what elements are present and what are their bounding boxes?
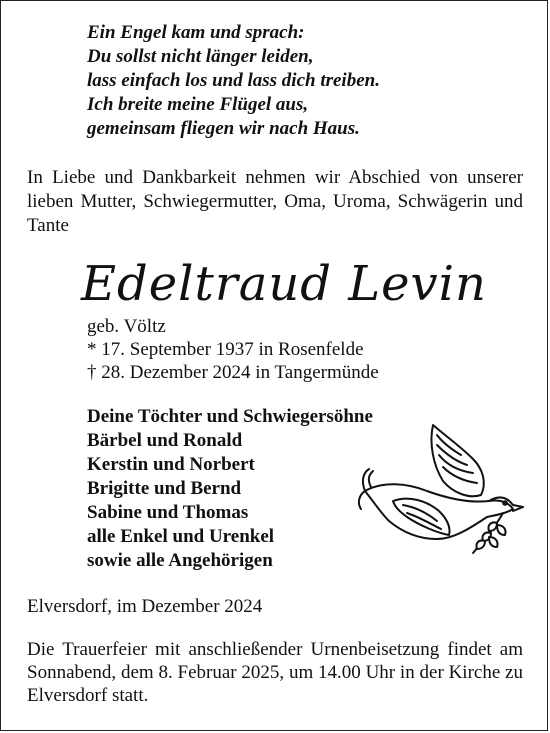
deceased-name: Edeltraud Levin: [81, 256, 487, 312]
intro-text: In Liebe und Dankbarkeit nehmen wir Abschied von unserer lieben Mutter, Schwiegermutter, Oma, Uroma, Schwägerin und Tante: [27, 167, 523, 236]
mourner-line: sowie alle Angehörigen: [87, 550, 273, 571]
mourner-line: Kerstin und Norbert: [87, 454, 255, 475]
death-date: † 28. Dezember 2024 in Tangermünde: [87, 362, 379, 383]
mourner-line: Deine Töchter und Schwiegersöhne: [87, 406, 373, 427]
poem-line: lass einfach los und lass dich treiben.: [87, 70, 380, 91]
life-dates: [87, 315, 379, 384]
poem: [87, 21, 380, 141]
dove-icon: [357, 421, 529, 561]
mourners-list: [87, 405, 373, 573]
place-and-date: Elversdorf, im Dezember 2024: [27, 596, 263, 617]
poem-line: Ein Engel kam und sprach:: [87, 22, 305, 43]
birth-date: * 17. September 1937 in Rosenfelde: [87, 339, 364, 360]
poem-line: gemeinsam fliegen wir nach Haus.: [87, 118, 360, 139]
mourner-line: Bärbel und Ronald: [87, 430, 243, 451]
poem-line: Ich breite meine Flügel aus,: [87, 94, 309, 115]
mourner-line: Brigitte und Bernd: [87, 478, 242, 499]
poem-line: Du sollst nicht länger leiden,: [87, 46, 314, 67]
birth-name: geb. Völtz: [87, 316, 166, 337]
mourner-line: Sabine und Thomas: [87, 502, 249, 523]
funeral-service-text: Die Trauerfeier mit anschließender Urnenbeisetzung findet am Sonnabend, dem 8. Februar 2025, um 14.00 Uhr in der Kirche zu Elversdorf statt.: [27, 639, 523, 706]
mourner-line: alle Enkel und Urenkel: [87, 526, 275, 547]
